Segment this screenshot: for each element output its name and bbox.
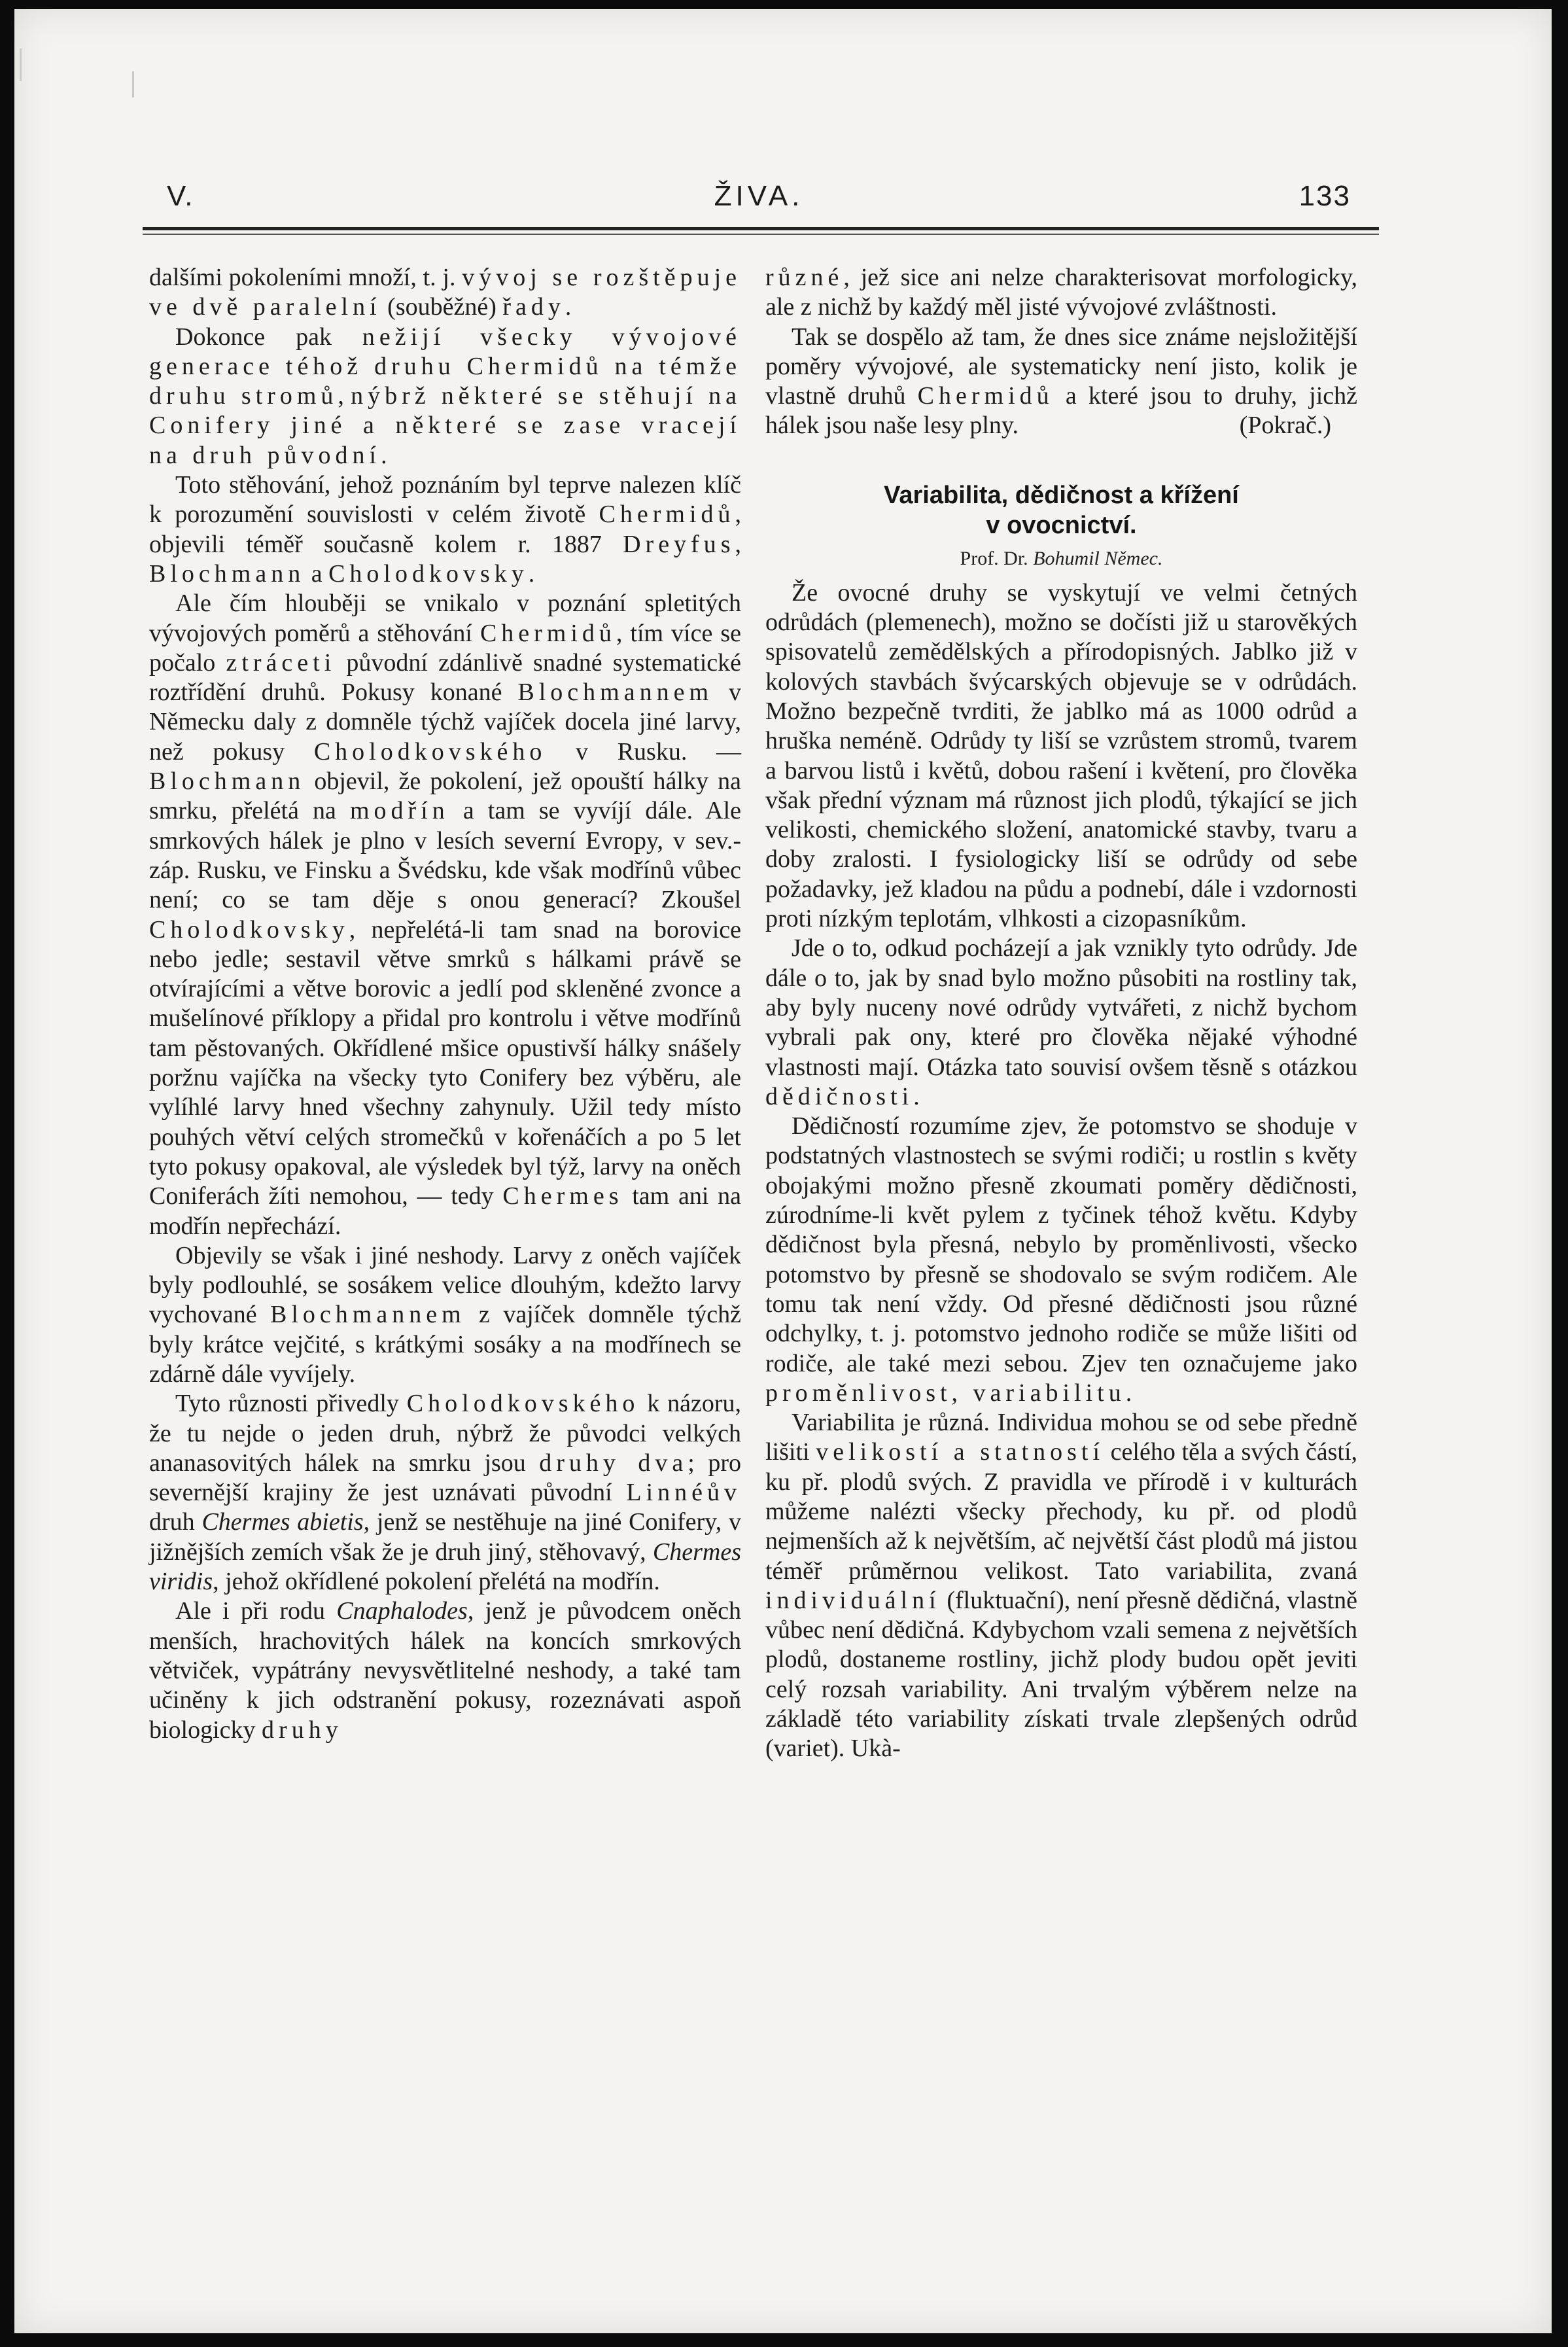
left-column xyxy=(149,263,741,1745)
paragraph: Jde o to, odkud pocházejí a jak vznikly tyto odrůdy. Jde dále o to, jak by snad bylo možno působiti na rostliny tak, aby byly nuceny nové odrůdy vytvářeti, z nichž bychom vybrali pak ony, které pro člověka nějaké výhodné vlastnosti mají. Otázka tato souvisí ovšem těsně s otázkou dědičnosti. xyxy=(765,934,1357,1110)
paragraph: Tak se dospělo až tam, že dnes sice známe nejsložitější poměry vývojové, ale systematicky není jisto, kolik je vlastně druhů Chermidů a které jsou to druhy, jichž hálek jsou naše lesy plny. (Pokrač.) xyxy=(765,323,1357,441)
volume-number: V. xyxy=(167,180,194,212)
page-number: 133 xyxy=(1298,180,1351,212)
continued-note: (Pokrač.) xyxy=(1239,412,1331,440)
paragraph: Objevily se však i jiné neshody. Larvy z oněch vajíček byly podlouhlé, se sosákem velice dlouhým, kdežto larvy vychované Blochmannem z vajíček domněle týchž byly krátce vejčité, s krátkými sosáky a na modřínech se zdárně dále vyvíjely. xyxy=(149,1241,741,1388)
article-title: Variabilita, dědičnost a křížení v ovocnictví. xyxy=(884,481,1239,539)
paragraph: Ale čím hlouběji se vnikalo v poznání spletitých vývojových poměrů a stěhování Chermidů, tím více se počalo ztráceti původní zdánlivě snadné systematické roztřídění druhů. Pokusy konané Blochmannem v Německu daly z domněle týchž vajíček docela jiné larvy, než pokusy Cholodkovského v Rusku. — Blochmann objevil, že pokolení, jež opouští hálky na smrku, přelétá na modřín a tam se vyvíjí dále. Ale smrkových hálek je plno v lesích severní Evropy, v sev.-záp. Rusku, ve Finsku a Švédsku, kde však modřínů vůbec není; co se tam děje s onou generací? Zkoušel Cholodkovsky, nepřelétá-li tam snad na borovice nebo jedle; sestavil větve smrků s hálkami právě se otvírajícími a větve borovic a jedlí pod skleněné zvonce a mušelínové příklopy a přidal pro kontrolu i větve modřínů tam pěstovaných. Okřídlené mšice opustivší hálky snášely poržnu vajíčka na všecky tyto Conifery bez výběru, ale vylíhlé larvy hned všechny zahynuly. Užil tedy místo pouhých větví celých stromečků v kořenáčích a po 5 let tyto pokusy opakoval, ale výsledek byl týž, larvy na oněch Coniferách žíti nemohou, — tedy Chermes tam ani na modřín nepřechází. xyxy=(149,590,741,1240)
right-column xyxy=(765,263,1357,1764)
paragraph: dalšími pokoleními množí, t. j. vývoj se rozštěpuje ve dvě paralelní (souběžné) řady. xyxy=(149,264,741,321)
header-rule xyxy=(143,227,1379,230)
article-author: Prof. Dr. Bohumil Němec. xyxy=(960,547,1163,569)
paragraph: Dědičností rozumíme zjev, že potomstvo se shoduje v podstatných vlastnostech se svými rodiči; u rostlin s květy obojakými možno přesně zkoumati poměry dědičnosti, zúrodníme-li květ pylem z tyčinek téhož květu. Kdyby dědičnost byla přesná, nebylo by proměnlivosti, všecko potomstvo by přesně se shodovalo se svým rodičem. Ale tomu tak není vždy. Od přesné dědičnosti jsou různé odchylky, t. j. potomstvo jednoho rodiče se může lišiti od rodiče, ale také mezi sebou. Zjev ten označujeme jako proměnlivost, variabilitu. xyxy=(765,1112,1357,1407)
paragraph: Dokonce pak nežijí všecky vývojové generace téhož druhu Chermidů na témže druhu stromů, nýbrž některé se stěhují na Conifery jiné a některé se zase vracejí na druh původní. xyxy=(149,323,742,469)
paragraph: Ale i při rodu Cnaphalodes, jenž je původcem oněch menších, hrachovitých hálek na koncích smrkových větviček, vypátrány nevysvětlitelné neshody, a také tam učiněny k jich odstranění pokusy, rozeznávati aspoň biologicky druhy xyxy=(149,1597,741,1744)
running-header xyxy=(167,180,1351,219)
paragraph: Tyto různosti přivedly Cholodkovského k názoru, že tu nejde o jeden druh, nýbrž že původci velkých ananasovitých hálek na smrku jsou druhy dva; pro severnější krajiny že jest uznávati původní Linnéův druh Chermes abietis, jenž se nestěhuje na jiné Conifery, v jižnějších zemích však že je druh jiný, stěhovavý, Chermes viridis, jehož okřídlené pokolení přelétá na modřín. xyxy=(149,1390,741,1596)
paragraph: Že ovocné druhy se vyskytují ve velmi četných odrůdách (plemenech), možno se dočísti již u starověkých spisovatelů zemědělských a přírodopisných. Jablko již v kolových stavbách švýcarských objevuje se v odrůdách. Možno bezpečně tvrditi, že jablko má as 1000 odrůd a hruška neméně. Odrůdy ty liší se vzrůstem stromů, tvarem a barvou listů i květů, dobou rašení i květení, pro člověka však přední význam má různost jich plodů, týkající se jich velikosti, chemického složení, anatomické stavby, tvaru a doby zralosti. I fysiologicky liší se odrůdy od sebe požadavky, jež kladou na půdu a podnebí, dále i vzdornosti proti nízkým teplotám, vlhkosti a cizopasníkům. xyxy=(765,578,1357,933)
scan-mark xyxy=(20,48,22,81)
paragraph: různé, jež sice ani nelze charakterisovat morfologicky, ale z nichž by každý měl jisté vývojové zvláštnosti. xyxy=(765,264,1357,321)
paragraph: Variabilita je různá. Individua mohou se od sebe předně lišiti velikostí a statností celého těla a svých částí, ku př. plodů svých. Z pravidla ve přírodě i v kulturách můžeme nalézti všecky přechody, ku př. od plodů nejmenších až k největším, ač největší část plodů má jistou téměř průměrnou velikost. Tato variabilita, zvaná individuální (fluktuační), není přesně dědičná, vlastně vůbec není dědičná. Kdybychom vzali semena z největších plodů, dostaneme rostliny, jichž plody budou opět jeviti celý rozsah variability. Ani trvalým výběrem nelze na základě této variability získati trvale zlepšených odrůd (variet). Ukà- xyxy=(765,1409,1357,1763)
scan-mark xyxy=(132,71,134,97)
header-rule-thin xyxy=(143,234,1379,235)
paragraph: Toto stěhování, jehož poznáním byl teprve nalezen klíč k porozumění souvislosti v celém životě Chermidů, objevili téměř současně kolem r. 1887 Dreyfus, Blochmann a Cholodkovsky. xyxy=(149,471,741,588)
journal-title: ŽIVA. xyxy=(714,180,804,212)
